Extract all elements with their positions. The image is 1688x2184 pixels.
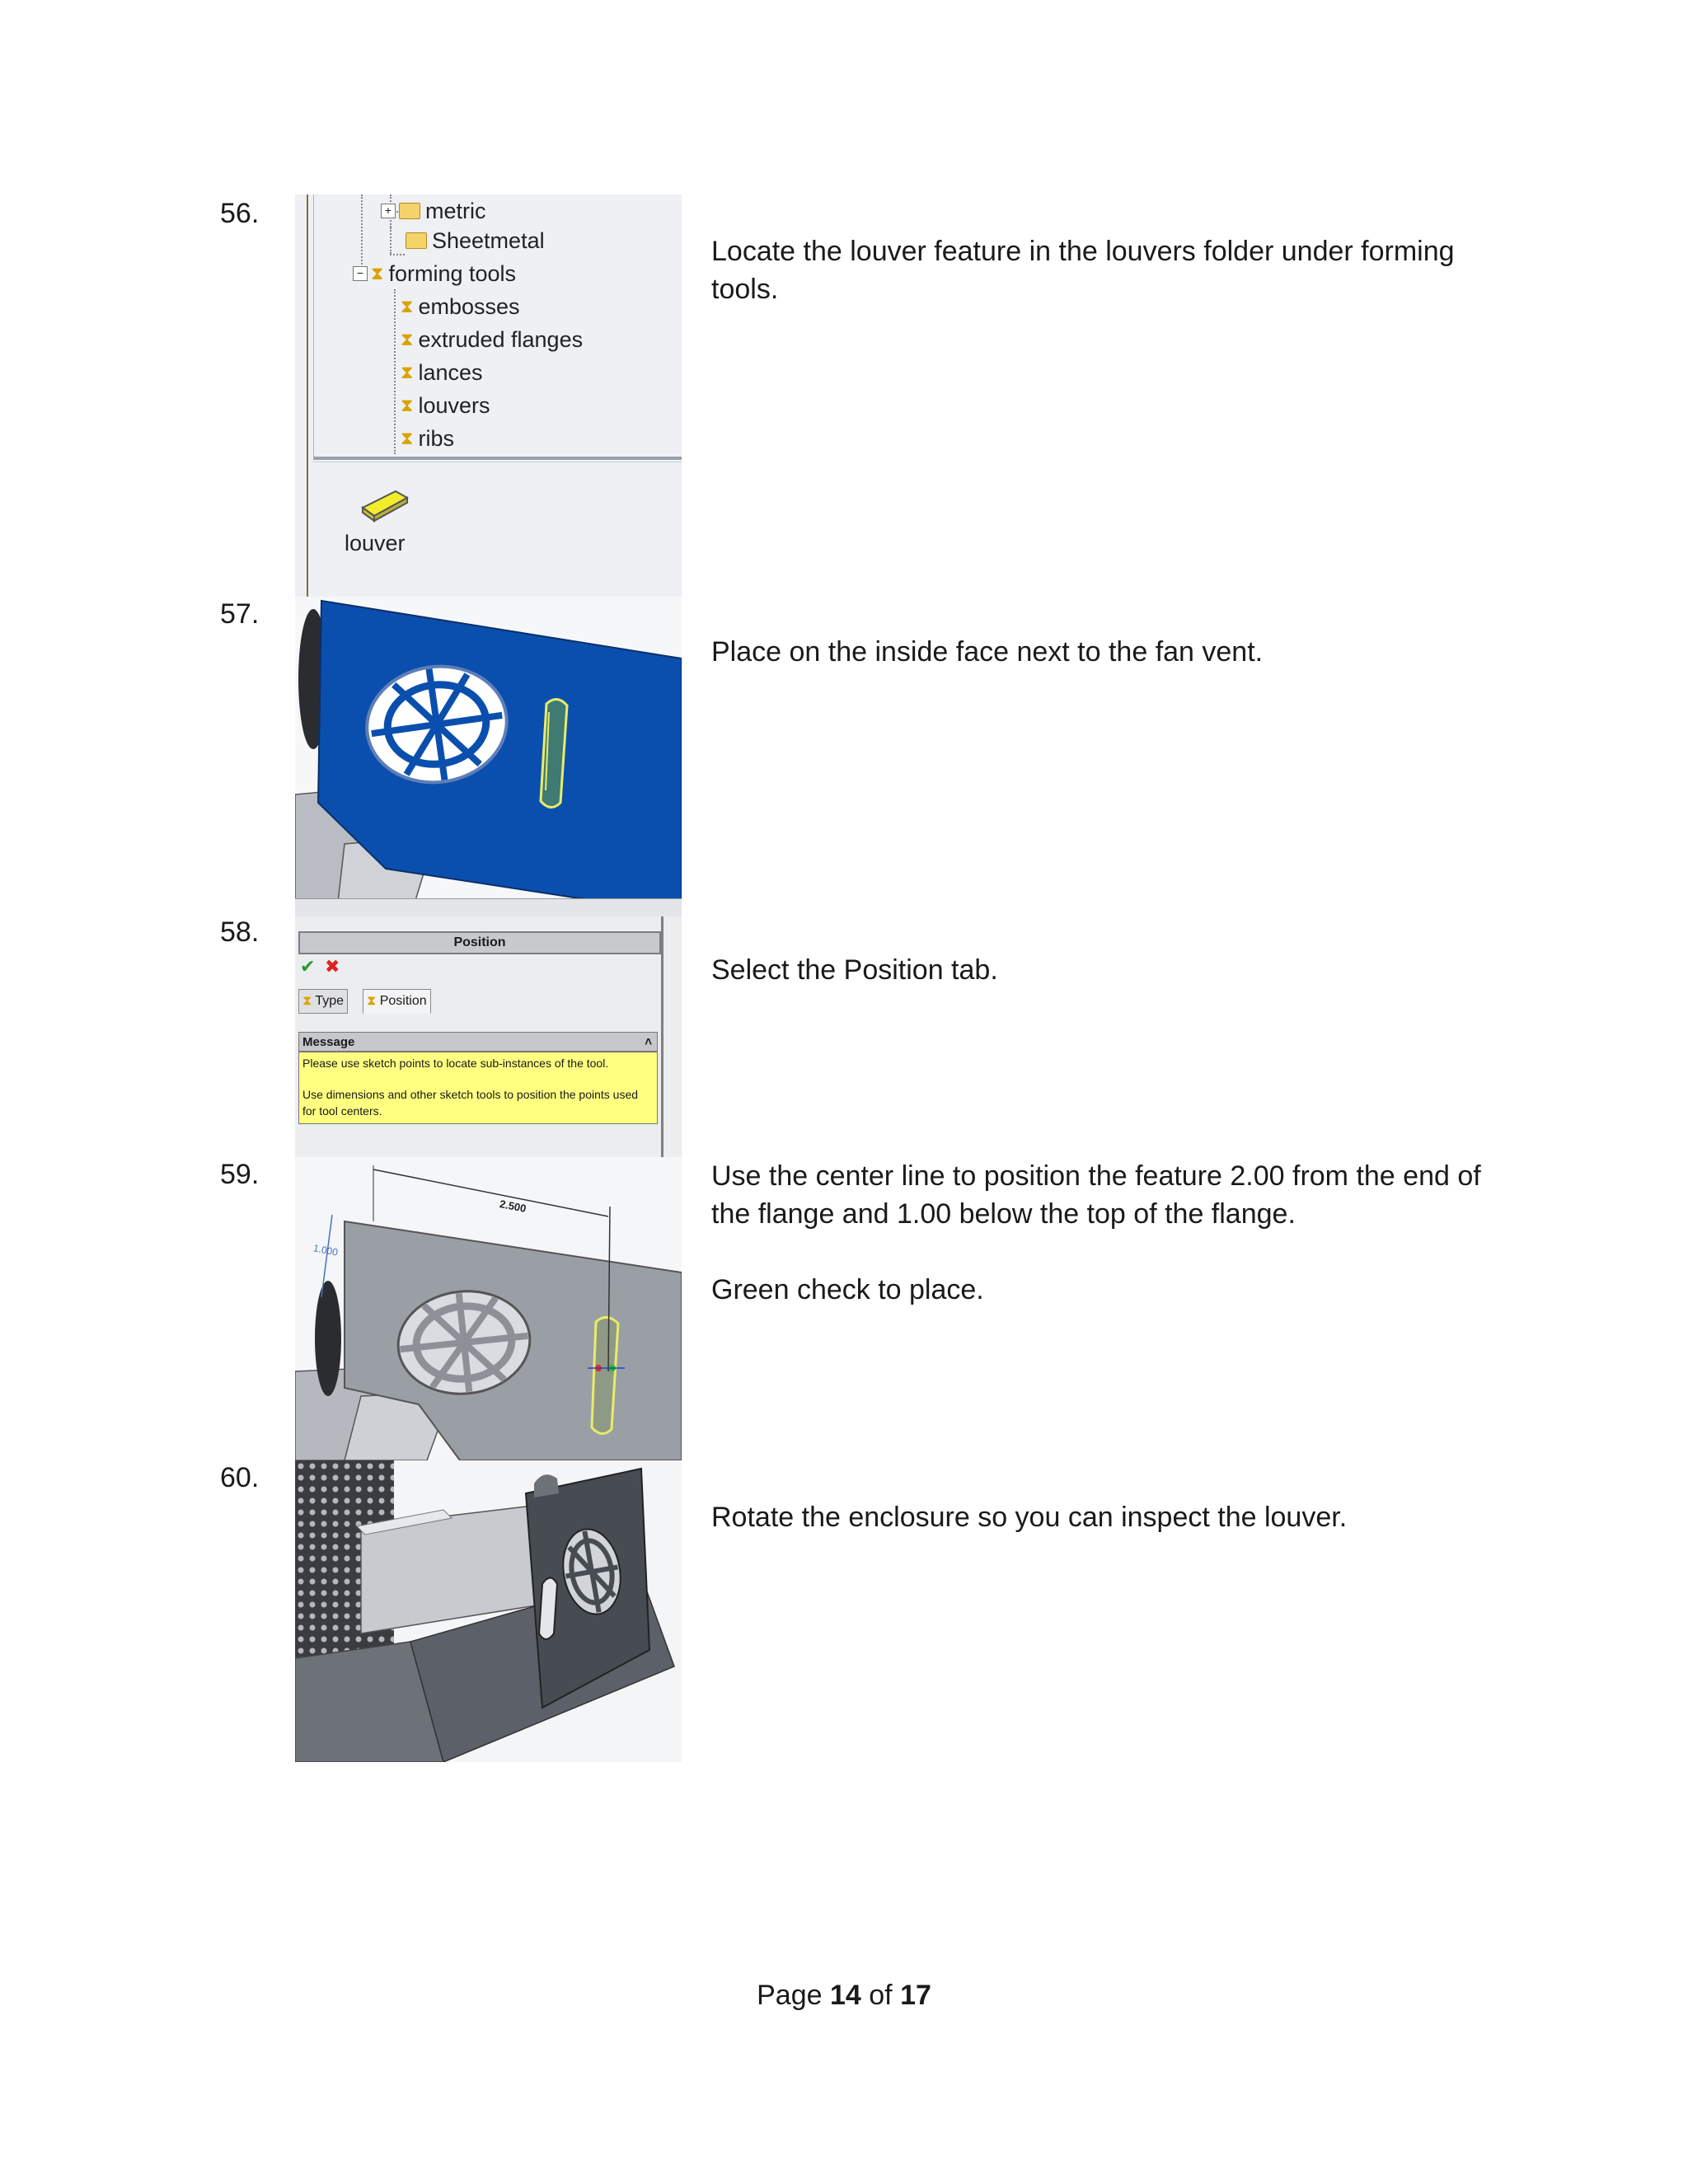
- design-library-tree-screenshot: [295, 194, 682, 597]
- current-page-number: 14: [829, 1980, 861, 2011]
- tree-item-lances[interactable]: ⧗ lances: [401, 359, 483, 385]
- panel-title: Position: [298, 931, 661, 954]
- tree-item-extruded-flanges[interactable]: ⧗ extruded flanges: [401, 326, 584, 352]
- step-text-58: Select the Position tab.: [711, 954, 998, 986]
- ok-check-icon[interactable]: ✔: [300, 956, 316, 977]
- cancel-x-icon[interactable]: ✖: [325, 956, 340, 977]
- tree-item-metric[interactable]: + metric: [381, 194, 486, 227]
- vertical-dimension-label[interactable]: 1.000: [312, 1242, 340, 1258]
- tab-type[interactable]: ⧗ Type: [298, 989, 348, 1014]
- model-view-enclosure: [295, 1460, 682, 1762]
- tree-item-louvers[interactable]: ⧗ louvers: [401, 392, 490, 418]
- step-number-58: 58.: [220, 916, 260, 948]
- step-text-59-line1: Use the center line to position the feature 2.00 from the end of the flange and 1.00 below the top of the flange.: [711, 1160, 1481, 1230]
- step-number-56: 56.: [220, 198, 260, 229]
- louver-preview[interactable]: [345, 483, 427, 574]
- message-group-header[interactable]: Message ˄: [298, 1032, 658, 1052]
- collapse-minus-icon[interactable]: −: [353, 266, 368, 281]
- step-text-57: Place on the inside face next to the fan vent.: [711, 636, 1264, 668]
- tree-item-sheetmetal[interactable]: Sheetmetal: [406, 224, 545, 257]
- tab-position[interactable]: ⧗ Position: [363, 989, 431, 1014]
- model-view-dimensions: [295, 1157, 682, 1460]
- model-view-inside-face: [295, 597, 682, 916]
- forming-tool-icon: ⧗: [401, 329, 414, 349]
- step-text-56: Locate the louver feature in the louvers folder under forming tools.: [711, 236, 1455, 305]
- forming-tool-icon: ⧗: [371, 263, 384, 284]
- step-text-60: Rotate the enclosure so you can inspect the louver.: [711, 1502, 1348, 1533]
- folder-icon: [399, 203, 420, 219]
- place-louver-screenshot: [295, 597, 682, 916]
- feature-manager-toolbar[interactable]: [295, 898, 682, 916]
- step-number-57: 57.: [220, 598, 260, 630]
- forming-tool-icon: ⧗: [401, 395, 414, 415]
- tree-item-embosses[interactable]: ⧗ embosses: [401, 293, 520, 319]
- collapse-chevron-icon[interactable]: ˄: [645, 1035, 652, 1049]
- tree-item-ribs[interactable]: ⧗ ribs: [401, 425, 454, 451]
- message-box: Please use sketch points to locate sub-instances of the tool. Use dimensions and other sketch tools to position the points used for tool centers.: [298, 1052, 658, 1124]
- page-footer: Page 14 of 17: [757, 1980, 931, 2011]
- position-property-manager: [295, 916, 682, 1157]
- expand-plus-icon[interactable]: +: [381, 204, 396, 218]
- rotated-enclosure-screenshot: [295, 1460, 682, 1762]
- louver-preview-label: louver: [345, 531, 406, 555]
- louver-feature: [539, 1578, 557, 1640]
- horizontal-dimension-label[interactable]: 2.500: [498, 1197, 528, 1215]
- step-number-60: 60.: [220, 1462, 260, 1493]
- position-tab-icon: ⧗: [367, 994, 377, 1008]
- position-dimensions-screenshot: [295, 1157, 682, 1460]
- folder-icon: [406, 232, 427, 249]
- tree-item-forming-tools[interactable]: − ⧗ forming tools: [353, 257, 516, 290]
- type-tab-icon: ⧗: [302, 994, 312, 1008]
- forming-tool-icon: ⧗: [401, 428, 414, 448]
- louver-tool-icon: [356, 483, 414, 524]
- step-number-59: 59.: [220, 1159, 260, 1190]
- forming-tool-icon: ⧗: [401, 362, 414, 382]
- forming-tool-icon: ⧗: [401, 296, 414, 316]
- step-text-59-line2: Green check to place.: [711, 1274, 984, 1305]
- step-text-59: [711, 1157, 1486, 1309]
- total-page-number: 17: [900, 1980, 931, 2011]
